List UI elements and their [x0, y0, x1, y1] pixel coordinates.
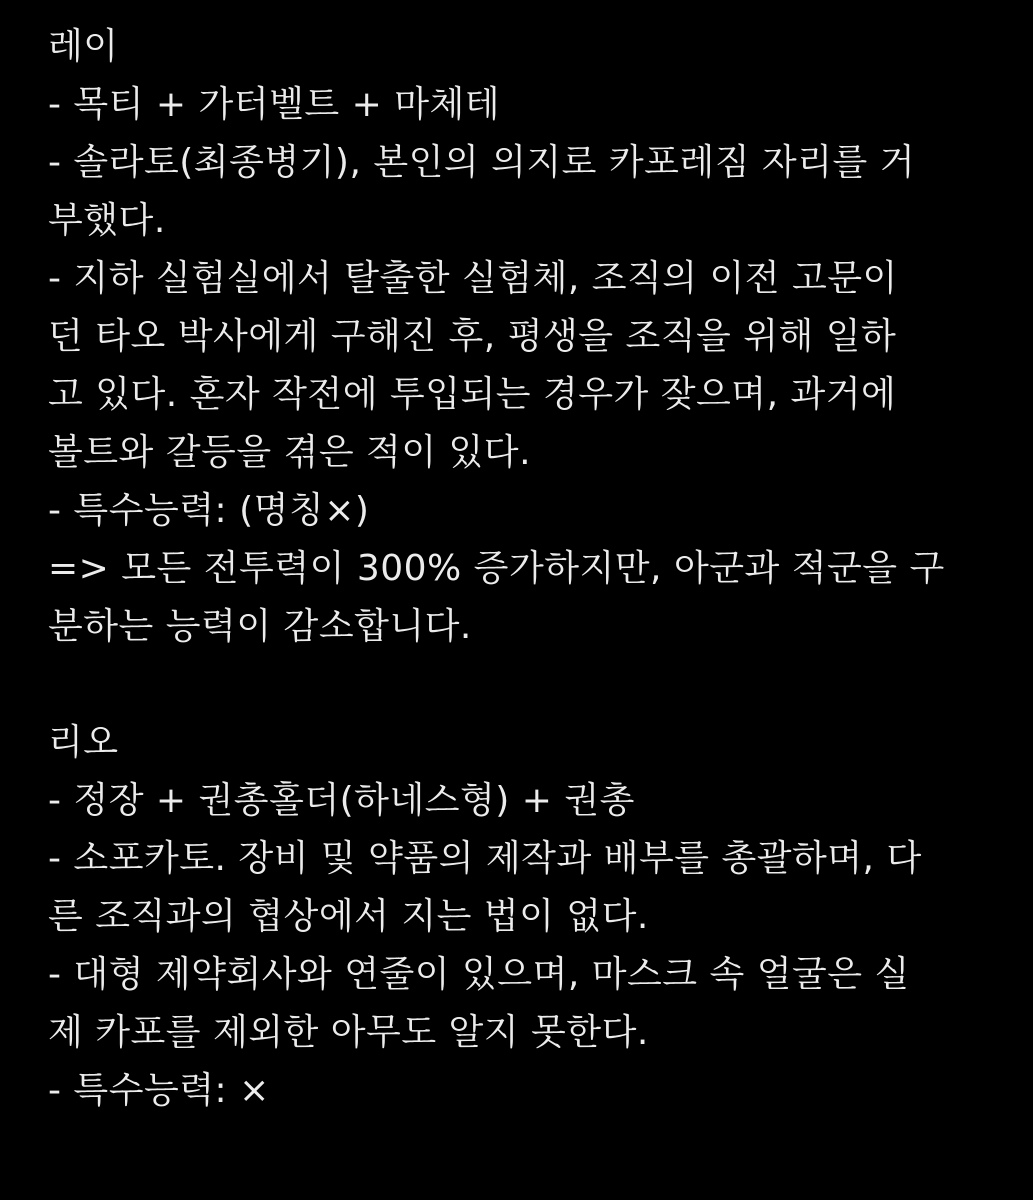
character-name: 레이 — [48, 26, 119, 67]
character-name: 리오 — [48, 722, 119, 763]
character-section-rio — [48, 714, 1016, 1120]
description-line: - 소포카토. 장비 및 약품의 제작과 배부를 총괄하며, 다 — [48, 838, 922, 879]
description-line: 른 조직과의 협상에서 지는 법이 없다. — [48, 896, 649, 937]
ability-effect-line: 분하는 능력이 감소합니다. — [48, 606, 472, 647]
ability-line: - 특수능력: × — [48, 1070, 270, 1111]
ability-line: - 특수능력: (명칭×) — [48, 490, 370, 531]
character-section-rei — [48, 18, 1016, 656]
blank-line — [48, 656, 1016, 714]
description-line: 던 타오 박사에게 구해진 후, 평생을 조직을 위해 일하 — [48, 316, 897, 357]
description-line: 고 있다. 혼자 작전에 투입되는 경우가 잦으며, 과거에 — [48, 374, 897, 415]
outfit-line: - 정장 + 권총홀더(하네스형) + 권총 — [48, 780, 635, 821]
outfit-line: - 목티 + 가터벨트 + 마체테 — [48, 84, 501, 125]
description-line: 부했다. — [48, 200, 166, 241]
description-line: 제 카포를 제외한 아무도 알지 못한다. — [48, 1012, 649, 1053]
description-line: - 지하 실험실에서 탈출한 실험체, 조직의 이전 고문이 — [48, 258, 898, 299]
description-line: - 대형 제약회사와 연줄이 있으며, 마스크 속 얼굴은 실 — [48, 954, 910, 995]
description-line: 볼트와 갈등을 겪은 적이 있다. — [48, 432, 532, 473]
note-text — [48, 18, 1016, 1120]
ability-effect-line: => 모든 전투력이 300% 증가하지만, 아군과 적군을 구 — [48, 548, 945, 589]
description-line: - 솔라토(최종병기), 본인의 의지로 카포레짐 자리를 거 — [48, 142, 915, 183]
